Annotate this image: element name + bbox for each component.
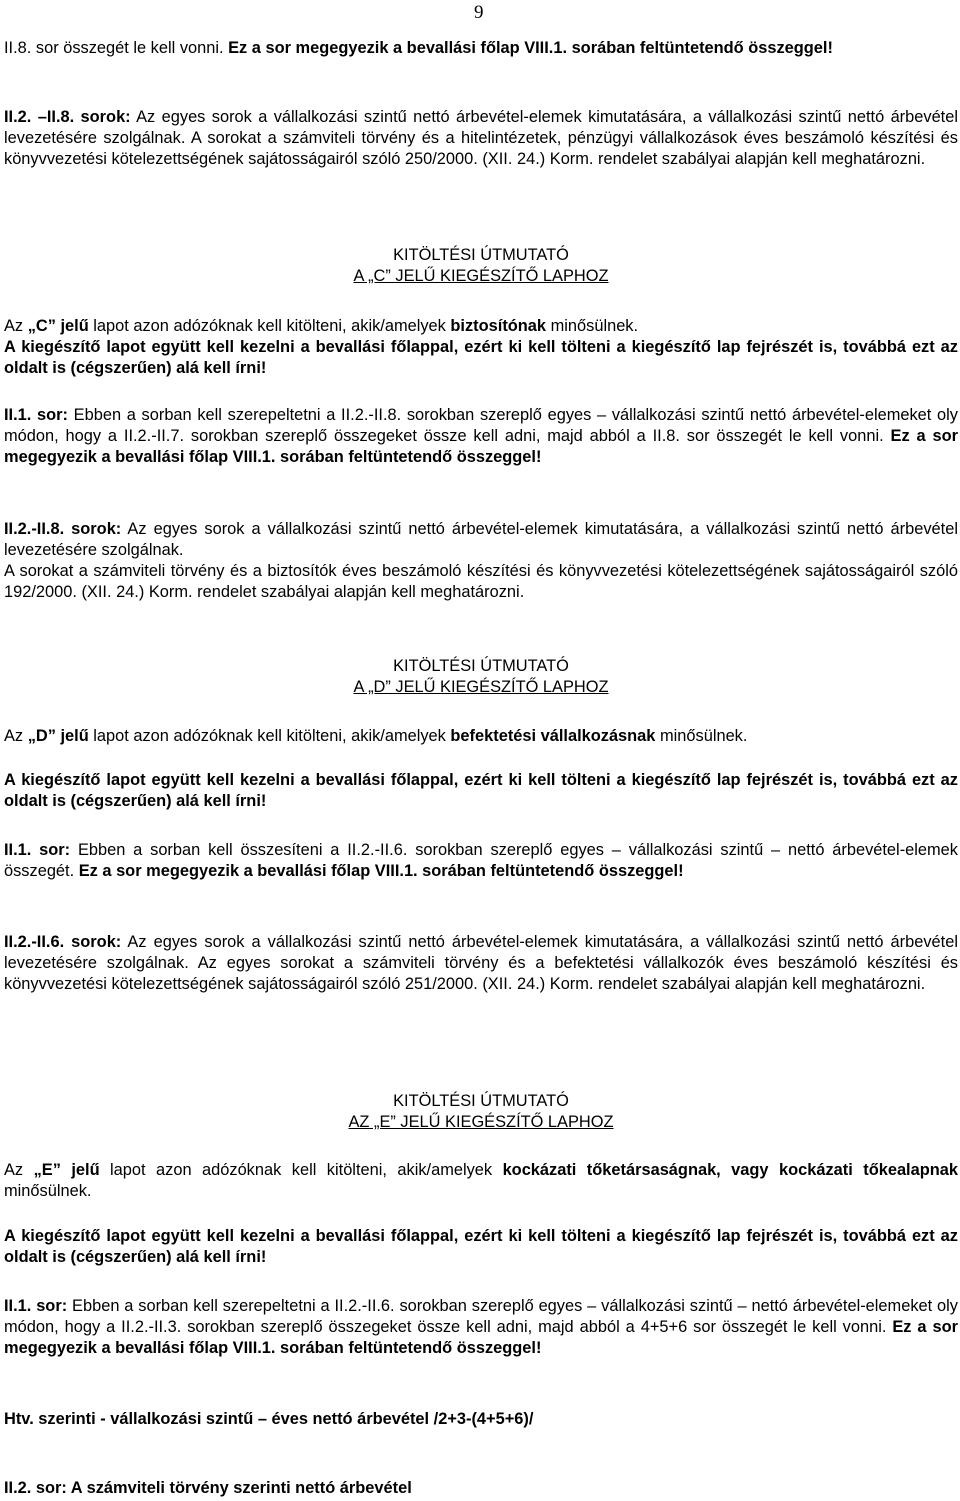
warning-paragraph xyxy=(4,1226,958,1268)
section-e-row-1 xyxy=(4,1296,958,1359)
page-number: 9 xyxy=(474,2,484,23)
section-d-row-2 xyxy=(4,932,958,995)
bold-text: „C” jelű xyxy=(27,317,89,335)
section-d-warning xyxy=(4,770,958,812)
warning-paragraph xyxy=(4,770,958,812)
section-e-intro xyxy=(4,1160,958,1202)
section-c-intro xyxy=(4,316,958,379)
paragraph xyxy=(4,107,958,170)
paragraph xyxy=(4,519,958,561)
section-e-warning xyxy=(4,1226,958,1268)
heading-line-2: A „C” JELŰ KIEGÉSZÍTŐ LAPHOZ xyxy=(353,267,609,285)
heading-line-1: KITÖLTÉSI ÚTMUTATÓ xyxy=(393,1092,569,1110)
section-c-row-2 xyxy=(4,519,958,603)
section-d-row-1 xyxy=(4,840,958,882)
bold-text: Ez a sor megegyezik a bevallási főlap VIII.1. sorában feltüntetendő összeggel! xyxy=(4,427,958,466)
bold-text: befektetési vállalkozásnak xyxy=(450,727,656,745)
bold-text: „D” jelű xyxy=(27,727,89,745)
bold-text: II.2. sor: A számviteli törvény szerinti nettó árbevétel xyxy=(4,1479,412,1497)
paragraph xyxy=(4,316,958,337)
bold-text: biztosítónak xyxy=(450,317,547,335)
section-c-row-1 xyxy=(4,405,958,468)
text: minősülnek. xyxy=(546,317,639,335)
text: lapot azon adózóknak kell kitölteni, akik/amelyek xyxy=(88,727,451,745)
top-continuation xyxy=(4,38,958,59)
paragraph xyxy=(4,1296,958,1359)
paragraph xyxy=(4,1409,958,1430)
paragraph xyxy=(4,1478,958,1499)
row-label: II.2.-II.8. sorok: xyxy=(4,520,122,538)
section-e-heading xyxy=(4,1091,958,1133)
text: Az egyes sorok a vállalkozási szintű nettó árbevétel-elemek kimutatására, a vállalkozási szintű nettó árbevétel levezetésére szolgálnak. xyxy=(4,520,958,559)
text: minősülnek. xyxy=(655,727,748,745)
paragraph xyxy=(4,840,958,882)
row-label: II.1. sor: xyxy=(4,841,71,859)
row-label: II.1. sor: xyxy=(4,406,68,424)
heading-line-2: AZ „E” JELŰ KIEGÉSZÍTŐ LAPHOZ xyxy=(348,1113,614,1131)
paragraph xyxy=(4,932,958,995)
warning-paragraph xyxy=(4,337,958,379)
bold-text: Ez a sor megegyezik a bevallási főlap VIII.1. sorában feltüntetendő összeggel! xyxy=(228,39,833,57)
row-label: II.1. sor: xyxy=(4,1297,68,1315)
text: Ebben a sorban kell összesíteni a II.2.-II.6. sorokban szereplő egyes – vállalkozási szintű – nettó árbevétel-elemek összegét. xyxy=(4,841,958,880)
text: Az egyes sorok a vállalkozási szintű nettó árbevétel-elemek kimutatására, a vállalkozási szintű nettó árbevétel levezetésére szolgálnak. Az egyes sorokat a számviteli törvény és a befektetési vállalkozók éves beszámoló készítési és könyvvezetési kötelezettségének sajátosságairól szóló 251/2000. (XII. 24.) Korm. rendelet szabályai alapján kell meghatározni. xyxy=(4,933,958,993)
text: Az xyxy=(4,1161,34,1179)
bold-text: kockázati tőketársaságnak, vagy kockázati tőkealapnak xyxy=(502,1161,958,1179)
row-label: II.2. –II.8. sorok: xyxy=(4,108,131,126)
paragraph: A sorokat a számviteli törvény és a biztosítók éves beszámoló készítési és könyvvezetési kötelezettségének sajátosságairól szóló 192/2000. (XII. 24.) Korm. rendelet szabályai alapján kell meghatározni. xyxy=(4,562,958,601)
heading-line-2: A „D” JELŰ KIEGÉSZÍTŐ LAPHOZ xyxy=(353,678,609,696)
text: minősülnek. xyxy=(4,1182,92,1200)
section-e-formula xyxy=(4,1409,958,1430)
text: Ebben a sorban kell szerepeltetni a II.2.-II.8. sorokban szereplő egyes – vállalkozási szintű nettó árbevétel-elemeket oly módon, hogy a II.2.-II.7. sorokban szereplő összegeket össze kell adni, majd abból a II.8. sor összegét le kell vonni. xyxy=(4,406,958,445)
text: II.8. sor összegét le kell vonni. xyxy=(4,39,224,57)
paragraph xyxy=(4,38,958,59)
paragraph xyxy=(4,405,958,468)
bold-text: Ez a sor megegyezik a bevallási főlap VIII.1. sorában feltüntetendő összeggel! xyxy=(4,1318,958,1357)
text: Ebben a sorban kell szerepeltetni a II.2.-II.6. sorokban szereplő egyes – vállalkozási szintű – nettó árbevétel-elemeket oly módon, hogy a II.2.-II.3. sorokban szereplő összegeket össze kell adni, majd abból a 4+5+6 sor összegét le kell vonni. xyxy=(4,1297,958,1336)
text: Az xyxy=(4,317,28,335)
row-label: II.2.-II.6. sorok: xyxy=(4,933,122,951)
text: Az egyes sorok a vállalkozási szintű nettó árbevétel-elemek kimutatására, a vállalkozási szintű nettó árbevétel levezetésére szolgálnak. A sorokat a számviteli törvény és a hitelintézetek, pénzügyi vállalkozások éves beszámoló készítési és könyvvezetési kötelezettségének sajátosságairól szóló 250/2000. (XII. 24.) Korm. rendelet szabályai alapján kell meghatározni. xyxy=(4,108,958,168)
bold-text: A kiegészítő lapot együtt kell kezelni a bevallási főlappal, ezért ki kell tölteni a kiegészítő lap fejrészét is, továbbá ezt az oldalt is (cégszerűen) alá kell írni! xyxy=(4,771,958,810)
bold-text: „E” jelű xyxy=(33,1161,100,1179)
text: lapot azon adózóknak kell kitölteni, akik/amelyek xyxy=(88,317,451,335)
text: Az xyxy=(4,727,28,745)
section-e-row-2 xyxy=(4,1478,958,1499)
heading-line-1: KITÖLTÉSI ÚTMUTATÓ xyxy=(393,246,569,264)
section-c-heading xyxy=(4,245,958,287)
bold-text: A kiegészítő lapot együtt kell kezelni a bevallási főlappal, ezért ki kell tölteni a kiegészítő lap fejrészét is, továbbá ezt az oldalt is (cégszerűen) alá kell írni! xyxy=(4,1227,958,1266)
paragraph xyxy=(4,1160,958,1202)
bold-text: Ez a sor megegyezik a bevallási főlap VIII.1. sorában feltüntetendő összeggel! xyxy=(78,862,684,880)
section-d-intro xyxy=(4,726,958,747)
bold-text: A kiegészítő lapot együtt kell kezelni a bevallási főlappal, ezért ki kell tölteni a kiegészítő lap fejrészét is, továbbá ezt az oldalt is (cégszerűen) alá kell írni! xyxy=(4,338,958,377)
text: lapot azon adózóknak kell kitölteni, akik/amelyek xyxy=(99,1161,503,1179)
rows-2-8-paragraph xyxy=(4,107,958,170)
heading-line-1: KITÖLTÉSI ÚTMUTATÓ xyxy=(393,657,569,675)
section-d-heading xyxy=(4,656,958,698)
paragraph xyxy=(4,726,958,747)
bold-text: Htv. szerinti - vállalkozási szintű – éves nettó árbevétel /2+3-(4+5+6)/ xyxy=(4,1410,534,1428)
